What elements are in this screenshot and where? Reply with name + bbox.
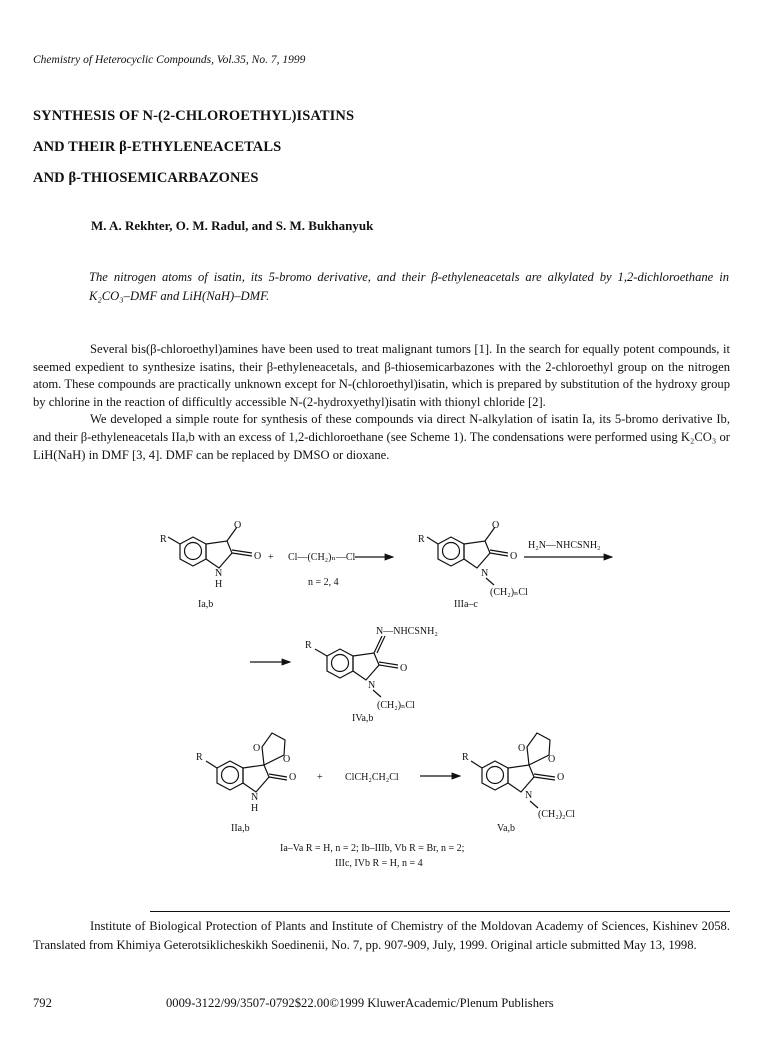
reagent-thiosemicarbazide: H₂N—NHCSNH₂: [528, 540, 601, 551]
title-line-1: SYNTHESIS OF N-(2-CHLOROETHYL)ISATINS: [33, 108, 355, 124]
paragraph-2: We developed a simple route for synthesis of these compounds via direct N-alkylation of isatin Ia, its 5-bromo derivative Ib, and their β-ethyleneacetals IIa,b with an excess of 1,2-dichloroethane (see Scheme 1). The condensations were performed using K₂CO₃ or LiH(NaH) in DMF [3, 4]. DMF can be replaced by DMSO or dioxane.: [33, 412, 730, 462]
o-label-v-right: O: [557, 772, 565, 783]
o-label-v-left: O: [518, 743, 526, 754]
footnote-divider: [150, 911, 730, 912]
structure-iiia: [427, 527, 508, 585]
abstract: The nitrogen atoms of isatin, its 5-bromo derivative, and their β-ethyleneacetals are alkylated by 1,2-dichloroethane in K₂CO₃–DMF and LiH(NaH)–DMF.: [89, 270, 729, 303]
o-label-ii-ring: O: [283, 754, 291, 765]
title-line-2: AND THEIR β-ETHYLENEACETALS: [33, 139, 282, 155]
compound-label-ii: IIa,b: [231, 823, 250, 834]
o-label-ii-left: O: [253, 743, 261, 754]
n-label-ii: N: [251, 792, 259, 803]
n-values: n = 2, 4: [308, 577, 339, 588]
paragraph-1: Several bis(β-chloroethyl)amines have been used to treat malignant tumors [1]. In the search for equally potent compounds, it seemed expedient to synthesize isatins, their β-ethyleneacetals, and β-thiosemicarbazones with the 2-chloroethyl group on the nitrogen atom. These compounds are practically unknown except for N-(chloroethyl)isatin, which is prepared by substitution of the hydroxy group by chlorine in the reaction of difficultly accessible N-(2-hydroxyethyl)isatin with thionyl chloride [2].: [33, 342, 730, 409]
structure-va: [471, 733, 555, 808]
reagent-dichloroethane: ClCH₂CH₂Cl: [345, 772, 399, 783]
hydrazone-label: N—NHCSNH₂: [376, 626, 438, 637]
page-number: 792: [33, 996, 52, 1010]
o-label-iii-right: O: [510, 551, 518, 562]
o-label-iv: O: [400, 663, 408, 674]
compound-label-iii: IIIa–c: [454, 599, 478, 610]
r-label-ii: R: [196, 752, 203, 763]
substituent-iii: (CH₂)ₙCl: [490, 587, 528, 598]
title-line-3: AND β-THIOSEMICARBAZONES: [33, 170, 259, 186]
journal-header: Chemistry of Heterocyclic Compounds, Vol.35, No. 7, 1999: [33, 54, 306, 66]
o-label-ii-right: O: [289, 772, 297, 783]
h-label-ii: H: [251, 803, 259, 814]
o-label-ia-right: O: [254, 551, 262, 562]
n-label-v: N: [525, 790, 533, 801]
structure-ia: [168, 527, 252, 568]
body-text: [33, 341, 730, 464]
reagent-dichloroalkane: Cl—(CH₂)ₙ—Cl: [288, 552, 356, 563]
plus-sign-1: +: [268, 552, 274, 563]
substituent-iv: (CH₂)ₙCl: [377, 700, 415, 711]
scheme-legend-2: IIIc, IVb R = H, n = 4: [335, 858, 423, 869]
compound-label-v: Va,b: [497, 823, 516, 834]
h-label-ia: H: [215, 579, 223, 590]
structure-iva: [315, 636, 398, 697]
substituent-v: (CH₂)₂Cl: [538, 809, 575, 820]
r-label-iii: R: [418, 534, 425, 545]
reaction-scheme: [140, 515, 630, 875]
compound-label-ia: Ia,b: [198, 599, 214, 610]
authors: M. A. Rekhter, O. M. Radul, and S. M. Bukhanyuk: [91, 218, 374, 233]
copyright-line: 0009-3122/99/3507-0792$22.00©1999 KluwerAcademic/Plenum Publishers: [166, 996, 554, 1010]
n-label-iv: N: [368, 680, 376, 691]
n-label-iii: N: [481, 568, 489, 579]
scheme-legend-1: Ia–Va R = H, n = 2; Ib–IIIb, Vb R = Br, n = 2;: [280, 843, 465, 854]
structure-iia: [206, 733, 287, 792]
r-label-iv: R: [305, 640, 312, 651]
o-label-iii-top: O: [492, 520, 500, 531]
r-label-v: R: [462, 752, 469, 763]
o-label-v-ring: O: [548, 754, 556, 765]
plus-sign-2: +: [317, 772, 323, 783]
o-label-ia-top: O: [234, 520, 242, 531]
r-label-ia: R: [160, 534, 167, 545]
n-label-ia: N: [215, 568, 223, 579]
compound-label-iv: IVa,b: [352, 713, 374, 724]
footnote: Institute of Biological Protection of Plants and Institute of Chemistry of the Moldovan Academy of Sciences, Kishinev 2058. Translated from Khimiya Geterotsiklicheskikh Soedinenii, No. 7, pp. 907-909, July, 1999. Original article submitted May 13, 1998.: [33, 919, 730, 952]
